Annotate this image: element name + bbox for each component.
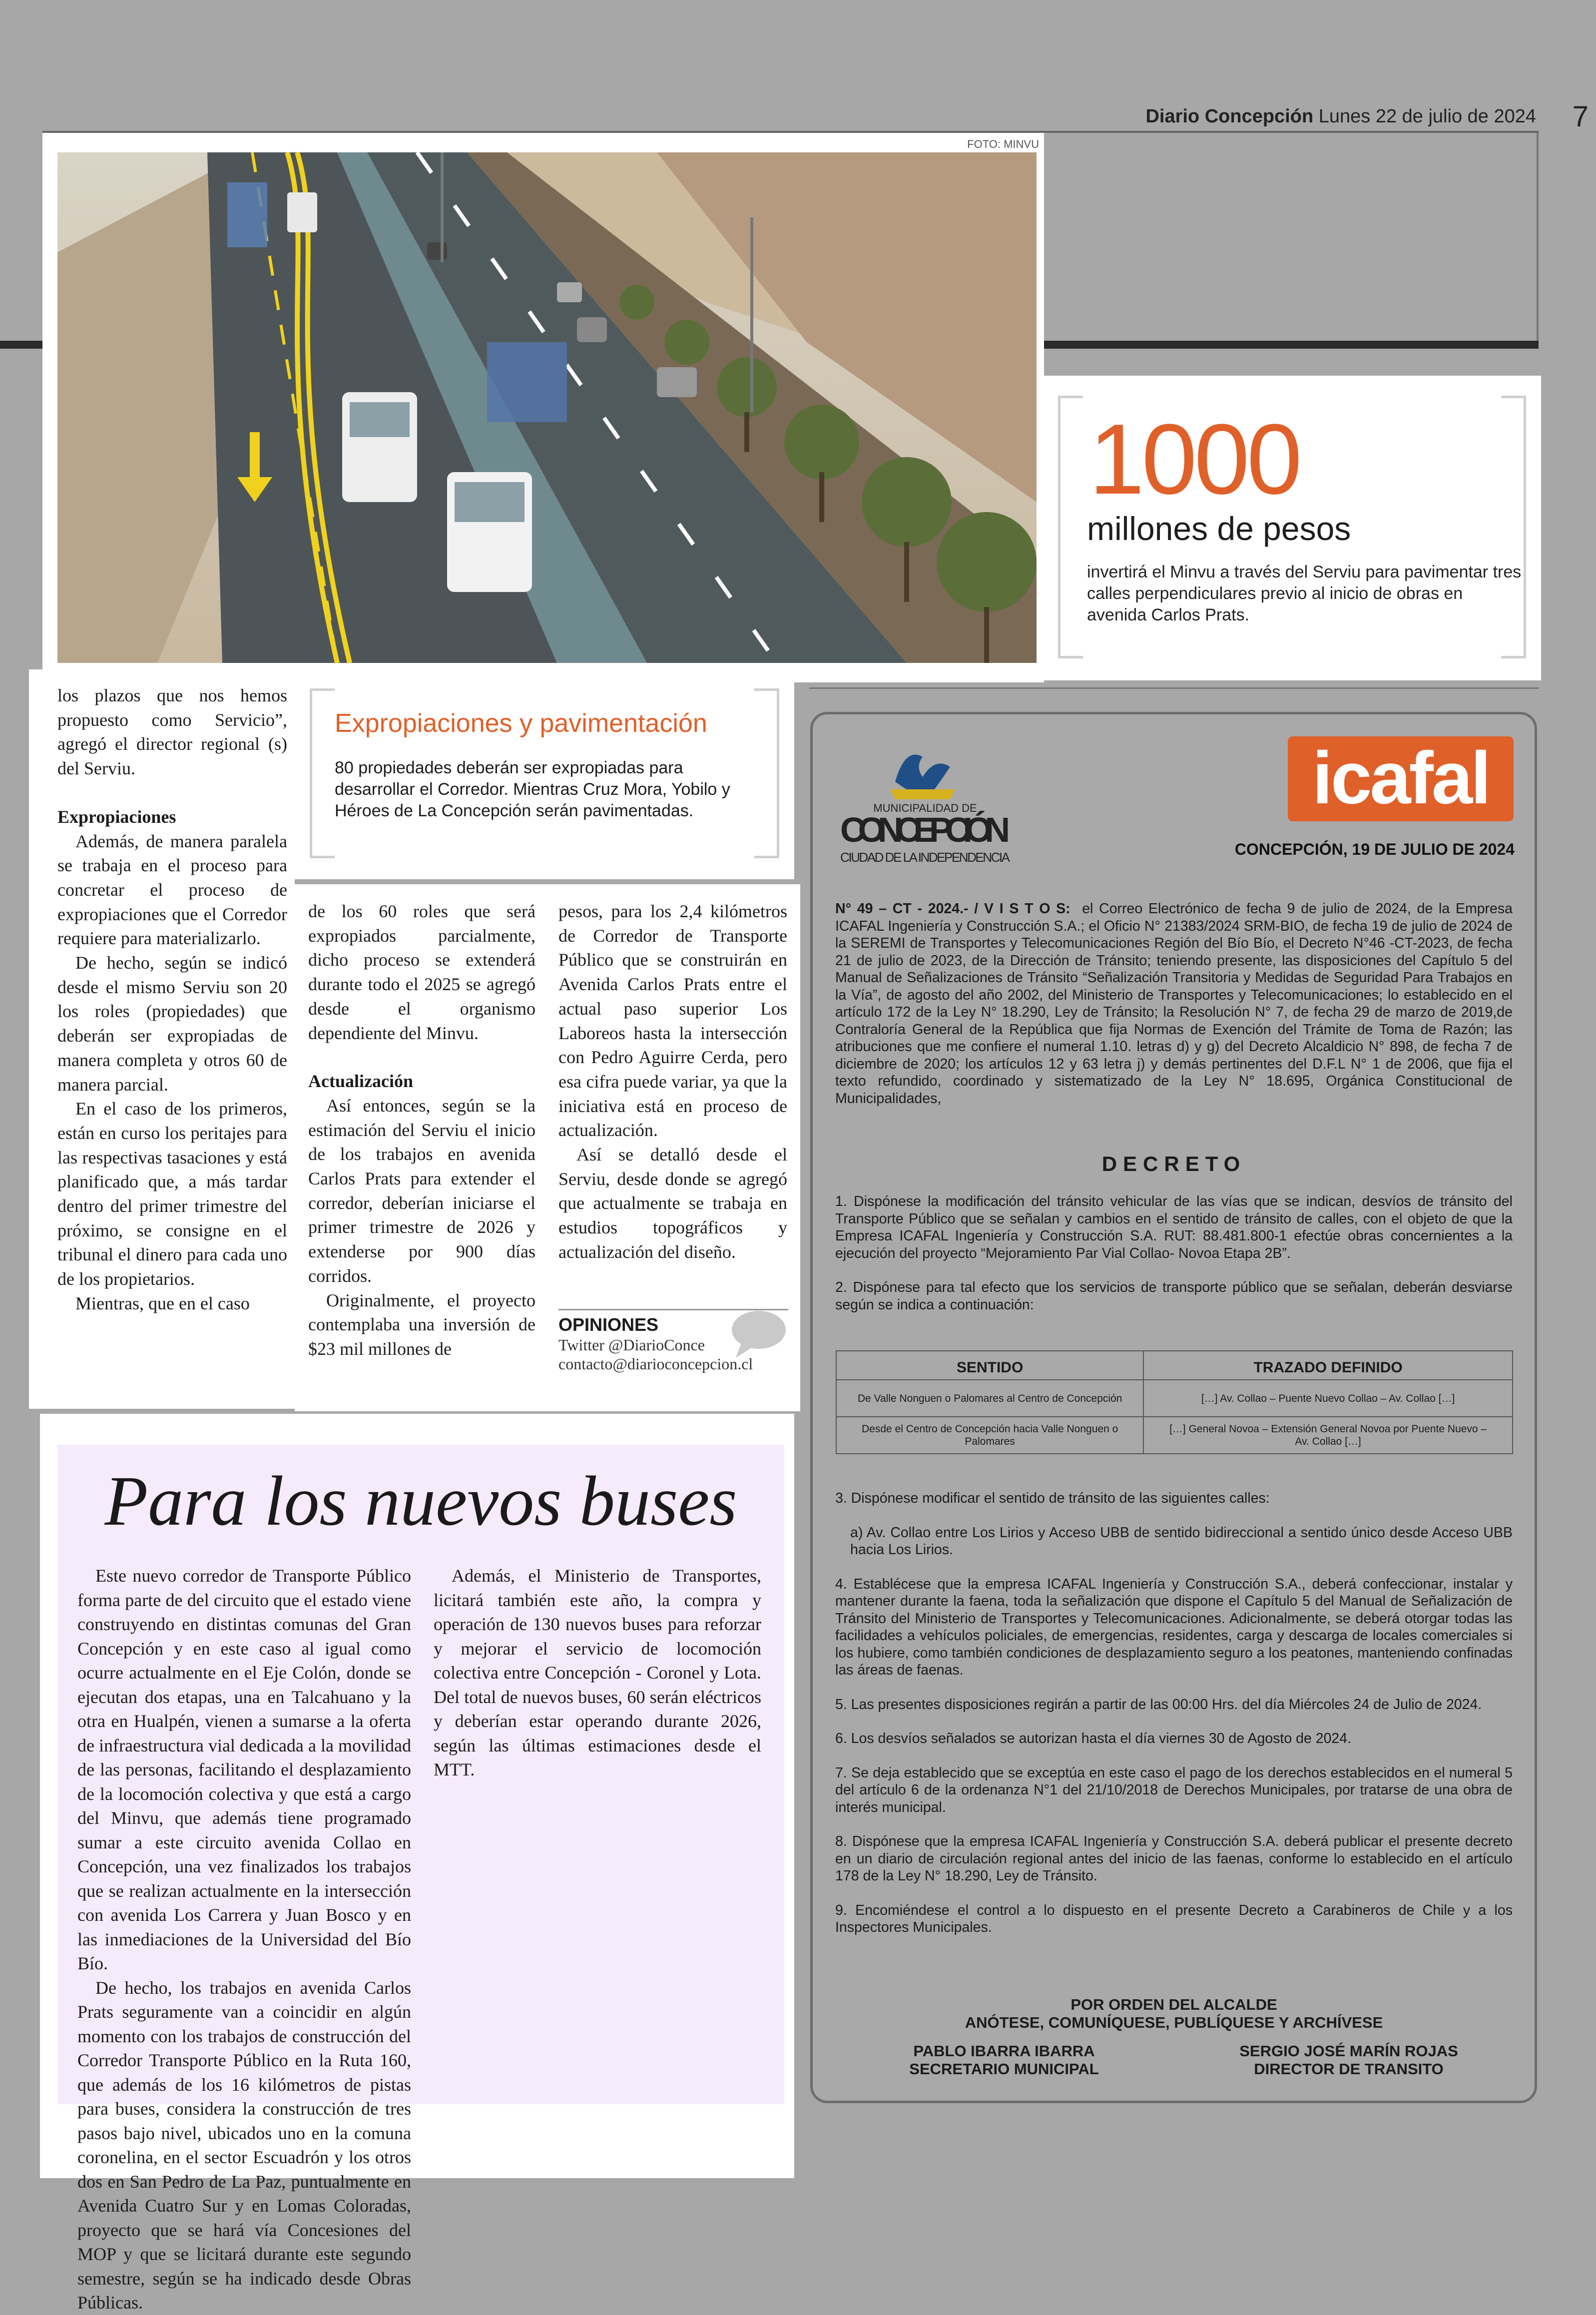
page-number: 7 bbox=[1572, 100, 1589, 133]
masthead-line bbox=[1145, 106, 1536, 127]
sidebox-bracket-left bbox=[310, 688, 335, 858]
opinions-twitter[interactable]: Twitter @DiarioConce bbox=[558, 1336, 705, 1354]
decree-point-9: 9. Encomiéndese el control a lo dispuesto en el presente Decreto a Carabineros de Chile y a los Inspectores Municipales. bbox=[835, 1902, 1513, 1935]
road-corridor-rendering-icon bbox=[57, 152, 1037, 663]
decree-points-1-2 bbox=[835, 1193, 1513, 1330]
table-row bbox=[836, 1380, 1513, 1417]
paper-name: Diario Concepción bbox=[1145, 106, 1314, 127]
table-cell: […] General Novoa – Extensión General Novoa por Puente Nuevo – Av. Collao […] bbox=[1143, 1417, 1513, 1454]
paragraph: Originalmente, el proyecto contemplaba una inversión de $23 mil millones de bbox=[308, 1290, 535, 1359]
subheading-actualizacion: Actualización bbox=[308, 1071, 413, 1092]
order-line-2: ANÓTESE, COMUNÍQUESE, PUBLÍQUESE Y ARCHÍVESE bbox=[965, 2014, 1383, 2031]
signer-1-title: SECRETARIO MUNICIPAL bbox=[909, 2060, 1099, 2078]
paragraph: De hecho, los trabajos en avenida Carlos Prats seguramente van a coincidir en algún momento con los trabajos de construcción del Corredor Transporte Público en la Ruta 160, que además de los 16 kilómetros de pistas para buses, considera la construcción de tres pasos bajo nivel, ubicados uno en la comuna coronelina, en el sector Escuadrón y los otros dos en San Pedro de La Paz, puntualmente en Avenida Cuatro Sur y en Lomas Coloradas, proyecto que se hará vía Concesiones del MOP y que se licitará durante este segundo semestre, según se ha indicado desde Obras Públicas. bbox=[77, 1977, 411, 2313]
table-cell: Desde el Centro de Concepción hacia Valle Nonguen o Palomares bbox=[836, 1417, 1143, 1454]
buses-column-2 bbox=[434, 1564, 761, 1782]
article-column-1 bbox=[57, 683, 287, 1316]
photo-credit: FOTO: MINVU bbox=[967, 138, 1039, 150]
table-header-row bbox=[836, 1351, 1513, 1380]
buses-title: Para los nuevos buses bbox=[104, 1461, 737, 1540]
corridor-rendering-image bbox=[57, 152, 1037, 663]
municipality-eagle-icon bbox=[835, 737, 1015, 872]
signer-1 bbox=[864, 2042, 1144, 2078]
table-row bbox=[836, 1417, 1513, 1454]
muni-small-name: MUNICIPALIDAD DE bbox=[873, 802, 977, 814]
stat-unit: millones de pesos bbox=[1087, 510, 1351, 547]
municipality-logo bbox=[835, 737, 1015, 872]
decree-separator bbox=[809, 687, 1539, 689]
speech-bubble-icon bbox=[727, 1309, 787, 1359]
muni-name: CONCEPCIÓN bbox=[840, 810, 1010, 849]
muni-tagline: CIUDAD DE LA INDEPENDENCIA bbox=[840, 850, 1010, 865]
signer-2-name: SERGIO JOSÉ MARÍN ROJAS bbox=[1239, 2042, 1458, 2060]
decree-points-3-9 bbox=[835, 1490, 1513, 1953]
buses-column-1 bbox=[77, 1564, 411, 2315]
signer-2-title: DIRECTOR DE TRANSITO bbox=[1254, 2060, 1444, 2078]
paragraph: Así se detalló desde el Serviu, desde donde se agregó que actualmente se trabaja en estudios topográficos y actualización del diseño. bbox=[558, 1145, 787, 1262]
decree-point-3: 3. Dispónese modificar el sentido de tránsito de las siguientes calles: bbox=[835, 1490, 1270, 1506]
paragraph: de los 60 roles que será expropiados parcialmente, dicho proceso se extenderá durante todo el 2025 se agregó desde el organismo dependiente del Minvu. bbox=[308, 901, 535, 1043]
opinions-email[interactable]: contacto@diarioconcepcion.cl bbox=[558, 1355, 753, 1373]
opinions-title: OPINIONES bbox=[558, 1309, 788, 1335]
decree-point-8: 8. Dispónese que la empresa ICAFAL Ingeniería y Construcción S.A. deberá publicar el presente decreto en un diario de circulación regional antes del inicio de las faenas, conforme lo establecido en el artículo 178 de la Ley N° 18.290, Ley de Tránsito. bbox=[835, 1833, 1513, 1884]
right-empty-box bbox=[1044, 133, 1539, 341]
decree-point-5: 5. Las presentes disposiciones regirán a partir de las 00:00 Hrs. del día Miércoles 24 de Julio de 2024. bbox=[835, 1696, 1482, 1713]
decree-vistos bbox=[835, 900, 1513, 1107]
signer-2 bbox=[1204, 2042, 1494, 2078]
order-block bbox=[835, 1996, 1513, 2032]
subheading-expropiaciones: Expropiaciones bbox=[57, 806, 176, 827]
paragraph: pesos, para los 2,4 kilómetros de Corredor de Transporte Público que se construirán en Avenida Carlos Prats entre el actual paso superior Los Laboreos hasta la intersección con Pedro Aguirre Cerda, pero esa cifra puede variar, ya que la iniciativa está en proceso de actualización. bbox=[558, 901, 787, 1141]
paragraph: De hecho, según se indicó desde el mismo Serviu son 20 los roles (propiedades) que deberán ser expropiadas de manera completa y otros 60 de manera parcial. bbox=[57, 953, 287, 1095]
table-cell: De Valle Nonguen o Palomares al Centro de Concepción bbox=[836, 1380, 1143, 1417]
decree-point-4: 4. Establécese que la empresa ICAFAL Ingeniería y Construcción S.A., deberá confeccionar, instalar y mantener durante la faena, toda la señalización que dispone el Capítulo 5 del Manual de Señalización de Tránsito del Ministerio de Transportes y Telecomunicaciones. Adicionalmente, se deberá otorgar todas las facilidades a vehículos policiales, de emergencias, residentes, carga y descarga de locales comerciales si los hubiere, como también condiciones de desplazamiento seguro a los peatones, manteniendo confinadas las áreas de faenas. bbox=[835, 1576, 1513, 1678]
sidebox-title: Expropiaciones y pavimentación bbox=[335, 709, 707, 738]
paragraph: los plazos que nos hemos propuesto como Servicio”, agregó el director regional (s) del Serviu. bbox=[57, 685, 287, 779]
sidebox-bracket-right bbox=[754, 688, 779, 858]
paragraph: Además, de manera paralela se trabaja en el proceso para concretar el proceso de expropiaciones que el Corredor requiere para materializarlo. bbox=[57, 831, 287, 949]
bracket-left bbox=[1058, 396, 1083, 658]
paragraph: Mientras, que en el caso bbox=[75, 1293, 250, 1313]
paragraph: En el caso de los primeros, están en curso los peritajes para las respectivas tasaciones y está planificado que, a más tardar dentro del primer trimestre del próximo, se consigne en el tribunal el dinero para cada uno de los propietarios. bbox=[57, 1099, 287, 1289]
table-header: SENTIDO bbox=[836, 1351, 1143, 1380]
decree-point-2: 2. Dispónese para tal efecto que los servicios de transporte público que se señalan, deberán desviarse según se indica a continuación: bbox=[835, 1279, 1513, 1313]
paragraph: Este nuevo corredor de Transporte Público forma parte de del circuito que el estado viene construyendo en distintas comunas del Gran Concepción y en este caso al igual como ocurre actualmente en el Eje Colón, donde se ejecutan dos etapas, una en Talcahuano y la otra en Hualpén, vienen a sumarse a la oferta de infraestructura vial dedicada a la movilidad de las personas, facilitando el desplazamiento de la locomoción colectiva y que está a cargo del Minvu, que además tiene programado sumar a este circuito avenida Collao en Concepción, una vez finalizados los trabajos que se realizan actualmente en la intersección con avenida Los Carrera y Juan Bosco y en las inmediaciones de la Universidad del Bío Bío. bbox=[77, 1566, 411, 1973]
decree-point-1: 1. Dispónese la modificación del tránsito vehicular de las vías que se indican, desvíos de tránsito del Transporte Público que se señalan y cambios en el sentido de tránsito de calles, con el objeto de que la Empresa ICAFAL Ingeniería y Construcción S.A. RUT: 88.481.800-1 efectúe obras concernientes a la ejecución del proyecto “Mejoramiento Par Vial Collao- Novoa Etapa 2B”. bbox=[835, 1193, 1513, 1261]
masthead bbox=[1119, 100, 1589, 135]
icafal-wordmark: icafal bbox=[1312, 737, 1490, 819]
stat-number: 1000 bbox=[1089, 404, 1299, 515]
decree-point-7: 7. Se deja establecido que se exceptúa en este caso el pago de los derechos establecidos en el numeral 5 del artículo 6 de la ordenanza N°1 del 21/10/2018 de Derechos Municipales, por tratarse de una obra de interés municipal. bbox=[835, 1764, 1513, 1815]
article-column-3 bbox=[558, 899, 787, 1264]
detour-table bbox=[836, 1350, 1513, 1454]
signer-1-name: PABLO IBARRA IBARRA bbox=[913, 2042, 1095, 2060]
paragraph: Así entonces, según se la estimación del Serviu el inicio de los trabajos en avenida Carlos Prats para extender el corredor, deberían iniciarse el primer trimestre de 2026 y extenderse por 900 días corridos. bbox=[308, 1095, 535, 1286]
section-rule-right bbox=[1034, 341, 1539, 349]
decreto-heading: DECRETO bbox=[1101, 1152, 1246, 1175]
decree-point-6: 6. Los desvíos señalados se autorizan hasta el día viernes 30 de Agosto de 2024. bbox=[835, 1731, 1352, 1746]
paragraph: Además, el Ministerio de Transportes, licitará también este año, la compra y operación de 130 nuevos buses para reforzar y mejorar el servicio de locomoción colectiva entre Concepción - Coronel y Lota. Del total de nuevos buses, 60 serán eléctricos y deberían estar operando durante 2026, según las últimas estimaciones desde el MTT. bbox=[434, 1566, 761, 1779]
vistos-head: N° 49 – CT - 2024.- / V I S T O S: bbox=[835, 901, 1070, 917]
decree-point-3a: a) Av. Collao entre Los Lirios y Acceso UBB de sentido bidireccional a sentido único desde Acceso UBB hacia Los Lirios. bbox=[850, 1524, 1513, 1558]
table-cell: […] Av. Collao – Puente Nuevo Collao – Av. Collao […] bbox=[1143, 1380, 1513, 1417]
decree-date: CONCEPCIÓN, 19 DE JULIO DE 2024 bbox=[1234, 840, 1515, 858]
sidebox-text: 80 propiedades deberán ser expropiadas para desarrollar el Corredor. Mientras Cruz Mora, Yobilo y Héroes de La Concepción serán pavimentadas. bbox=[335, 758, 730, 820]
stat-description: invertirá el Minvu a través del Serviu para pavimentar tres calles perpendiculares previo al inicio de obras en avenida Carlos Prats. bbox=[1087, 563, 1522, 624]
vistos-body: el Correo Electrónico de fecha 9 de julio de 2024, de la Empresa ICAFAL Ingeniería y Construcción S.A.; el Oficio N° 21383/2024 SRM-BIO, de fecha 19 de julio de 2024 de la SEREMI de Transportes y Telecomunicaciones Región del Bío Bío, el Decreto N°46 -CT-2023, de fecha 21 de julio de 2023, de la Dirección de Tránsito; teniendo presente, las disposiciones del Capítulo 5 del Manual de Señalizaciones de Tránsito “Señalización Transitoria y Medidas de Seguridad Para Trabajos en la Vía”, de agosto del año 2002, del Ministerio de Transportes y Telecomunicaciones; lo establecido en el artículo 172 de la Ley N° 18.290, Ley de Tránsito; la Resolución N° 7, de fecha 29 de marzo de 2019,de Contraloría General de la República que fija Normas de Exención del Trámite de Toma de Razón; las atribuciones que me confiere el numeral 1.10. letras d) y g) del Decreto Alcaldicio N° 898, de fecha 7 de diciembre de 2020; los artículos 12 y 63 letra j) y demás pertinentes del D.F.L N° 1 de 2006, que fija el texto refundido, coordinado y sistematizado de la Ley N° 18.695, Orgánica Constitucional de Municipalidades, bbox=[835, 901, 1513, 1107]
table-header: TRAZADO DEFINIDO bbox=[1143, 1351, 1513, 1380]
order-line-1: POR ORDEN DEL ALCALDE bbox=[1070, 1996, 1277, 2013]
issue-date: Lunes 22 de julio de 2024 bbox=[1318, 106, 1536, 127]
article-column-2 bbox=[308, 899, 535, 1361]
icafal-logo bbox=[1288, 736, 1514, 821]
